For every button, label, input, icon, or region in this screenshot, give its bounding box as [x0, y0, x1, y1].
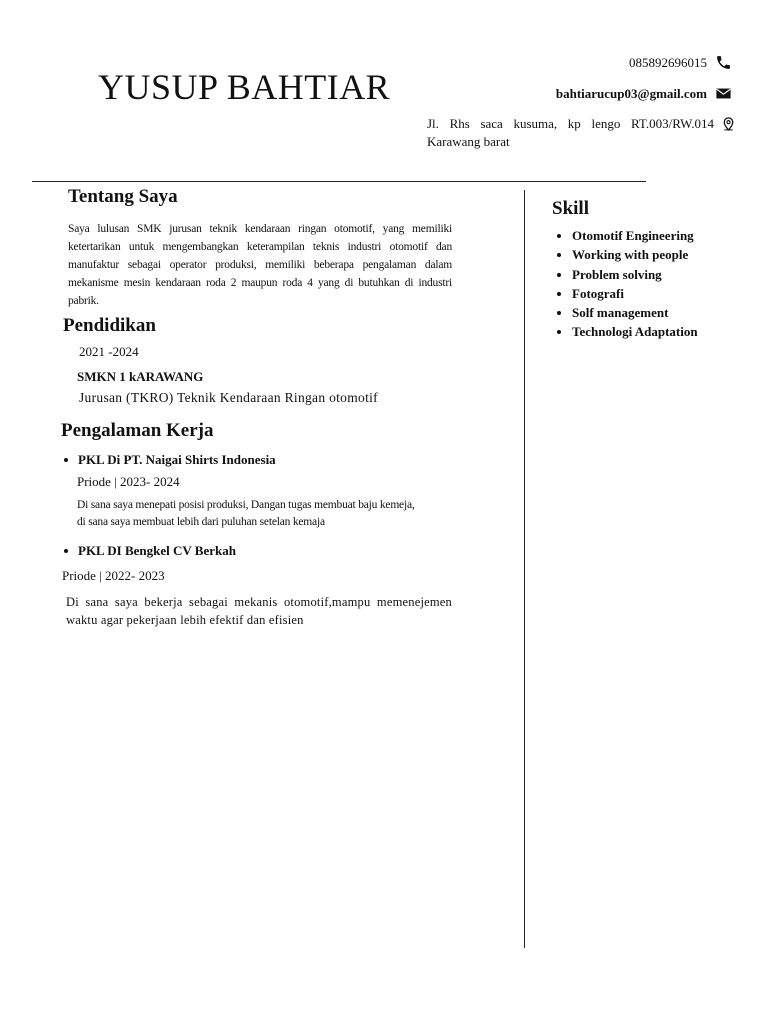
- resume-name: YUSUP BAHTIAR: [98, 67, 391, 107]
- address-line-1: Jl. Rhs saca kusuma, kp lengo RT.003/RW.014: [427, 116, 714, 131]
- education-school: SMKN 1 kARAWANG: [77, 369, 204, 384]
- job-title: [64, 543, 236, 559]
- contact-address: [427, 115, 737, 151]
- job-description-line: di sana saya membuat lebih dari puluhan setelan kemaja: [77, 516, 325, 528]
- skill-item: Fotografi: [555, 284, 715, 303]
- phone-icon: [715, 54, 732, 71]
- job-description: Di sana saya bekerja sebagai mekanis otomotif,mampu memenejemen waktu agar pekerjaan lebih efektif dan efisien: [66, 595, 452, 627]
- email-text: bahtiarucup03@gmail.com: [555, 85, 707, 101]
- header-divider: [32, 181, 646, 182]
- job-description-line: Di sana saya menepati posisi produksi, Dangan tugas membuat baju kemeja,: [77, 499, 415, 511]
- phone-text: 085892696015: [629, 54, 707, 70]
- skill-item: Technologi Adaptation: [555, 322, 715, 341]
- skill-title: Skill: [552, 198, 589, 219]
- job-title: [64, 452, 276, 468]
- work-title: Pengalaman Kerja: [61, 420, 214, 441]
- about-text: Saya lulusan SMK jurusan teknik kendaraan ringan otomotif, yang memiliki ketertarikan untuk mengembangkan keterampilan teknis industri otomotif dan manufaktur sebagai operator produksi, memiliki beberapa pengalaman dalam mekanisme mesin kendaraan roda 2 maupun roda 4 yang di butuhkan di industri pabrik.: [68, 223, 452, 307]
- skill-item: Otomotif Engineering: [555, 226, 715, 245]
- skill-item: Solf management: [555, 303, 715, 322]
- job-title-text: PKL Di PT. Naigai Shirts Indonesia: [78, 452, 276, 467]
- education-major: Jurusan (TKRO) Teknik Kendaraan Ringan otomotif: [79, 390, 378, 405]
- about-title: Tentang Saya: [68, 186, 178, 207]
- skill-item: Problem solving: [555, 265, 715, 284]
- job-title-text: PKL DI Bengkel CV Berkah: [78, 543, 236, 558]
- location-pin-icon: [720, 115, 737, 132]
- column-divider: [524, 190, 525, 948]
- contact-email: [556, 85, 732, 102]
- mail-icon: [715, 85, 732, 102]
- job-period: Priode | 2023- 2024: [77, 474, 180, 489]
- bullet-icon: [64, 458, 68, 462]
- education-title: Pendidikan: [63, 315, 156, 336]
- address-line-2: Karawang barat: [427, 134, 510, 149]
- education-years: 2021 -2024: [79, 344, 139, 359]
- skill-item: Working with people: [555, 245, 715, 264]
- bullet-icon: [64, 549, 68, 553]
- job-period: Priode | 2022- 2023: [62, 568, 165, 583]
- contact-phone: [629, 54, 732, 71]
- skill-list: [555, 226, 715, 342]
- job-description: [77, 497, 447, 531]
